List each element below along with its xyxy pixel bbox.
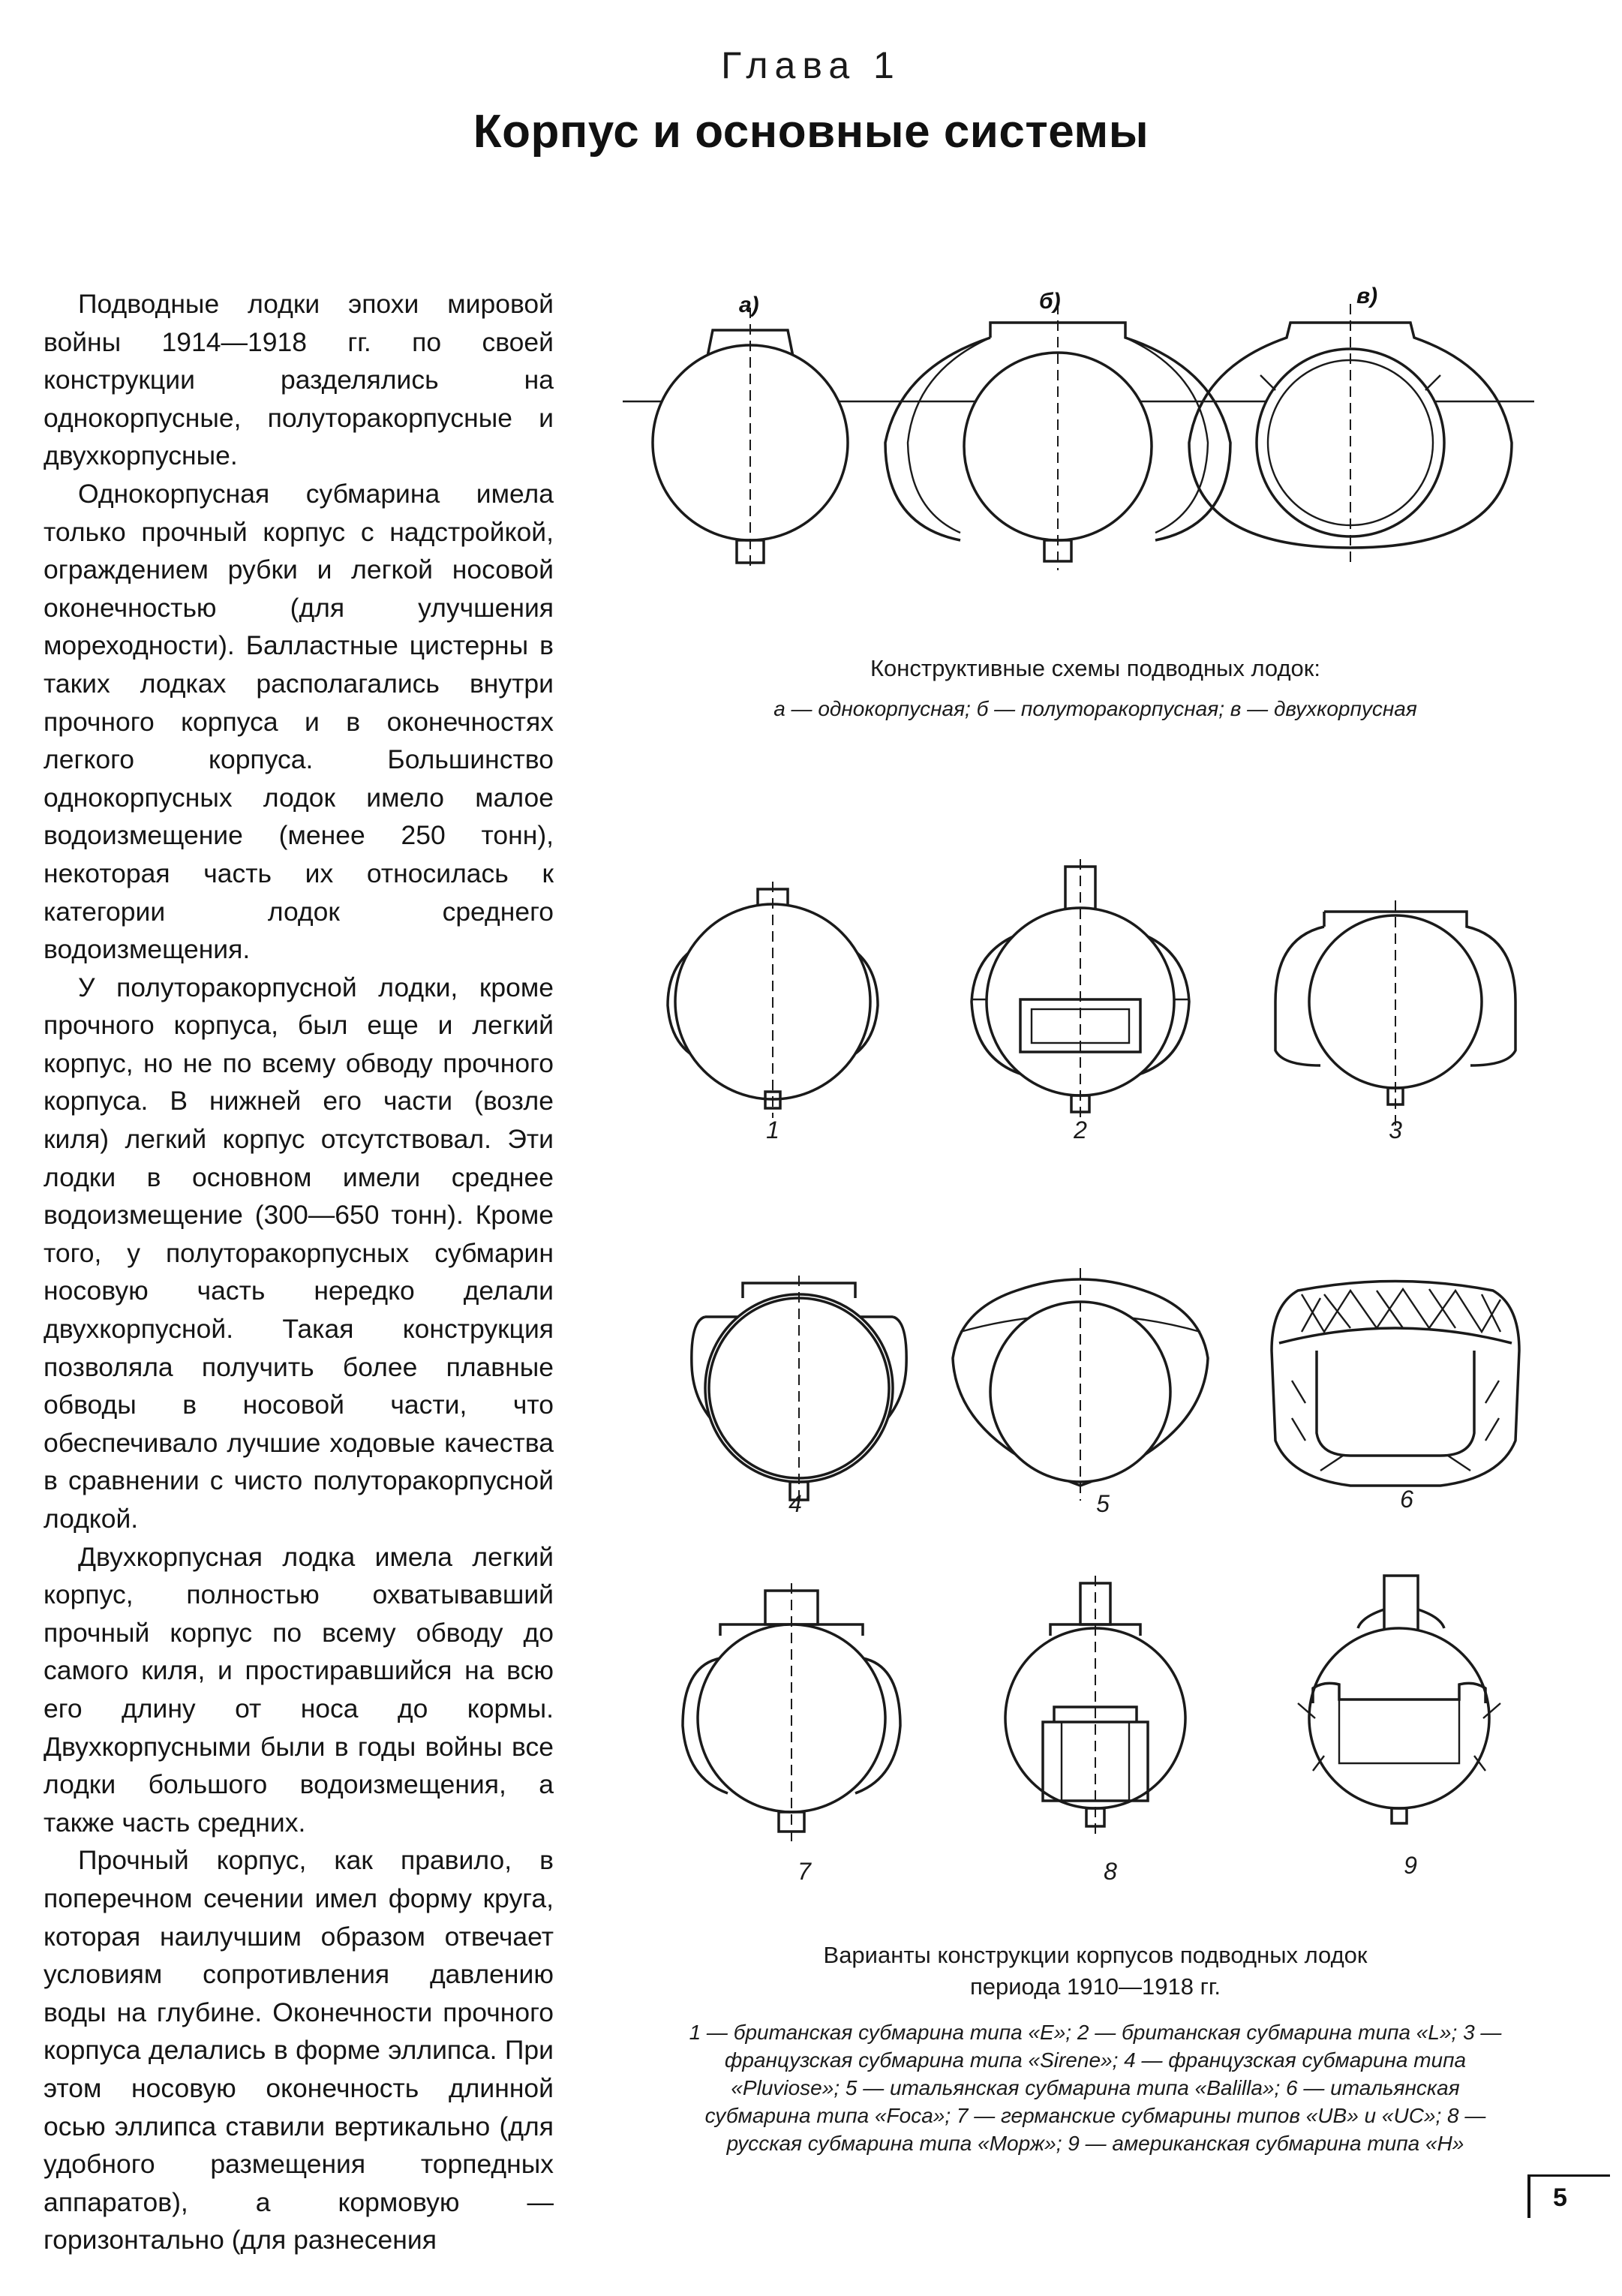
- hull-variant-9: [1298, 1576, 1500, 1823]
- scheme-label-b: б): [1039, 289, 1061, 314]
- figure-2-caption-line-1: Варианты конструкции корпусов подводных лодок: [823, 1942, 1368, 1968]
- scheme-b-half-hull: [885, 304, 1230, 570]
- hull-variant-1: [668, 882, 878, 1118]
- chapter-label: Глава 1: [721, 44, 901, 86]
- paragraph-2: Однокорпусная субмарина имела только прочный корпус с надстройкой, ограждением рубки и легкой носовой оконечностью (для улучшения мореходности). Балластные цистерны в таких лодках располагались внутри прочного корпуса и в оконечностях легкого корпуса. Большинство однокорпусных лодок имело малое водоизмещение (менее 250 тонн), некоторая часть их относилась к категории лодок среднего водоизмещения.: [44, 478, 554, 965]
- figure-1-caption: Конструктивные схемы подводных лодок:: [870, 655, 1320, 681]
- variant-number-3: 3: [1389, 1116, 1402, 1143]
- variant-number-8: 8: [1104, 1858, 1117, 1885]
- figure-1-subcaption: а — однокорпусная; б — полуторакорпусная; в — двухкорпусная: [773, 697, 1417, 720]
- page-number-bracket-top: [1527, 2174, 1610, 2177]
- hull-variant-4: [692, 1276, 906, 1508]
- variant-number-6: 6: [1400, 1486, 1413, 1513]
- scheme-a-single-hull: [653, 308, 848, 570]
- hull-variant-7: [683, 1583, 900, 1842]
- paragraph-4: Двухкорпусная лодка имела легкий корпус, полностью охватывавший прочный корпус по всему обводу до самого киля, и простиравшийся на всю его длину от носа до кормы. Двухкорпусными были в годы войны все лодки большого водоизмещения, а также часть средних.: [44, 1541, 554, 1838]
- scheme-label-a: а): [739, 293, 759, 317]
- figure-2-legend: 1 — британская субмарина типа «E»; 2 — британская субмарина типа «L»; 3 — французская субмарина типа «Sirene»; 4 — французская субмарина типа «Pluviose»; 5 — итальянская субмарина типа «Balilla»; 6 — итальянская субмарина типа «Foca»; 7 — германские субмарины типов «UB» и «UC»; 8 — русская субмарина типа «Морж»; 9 — американская субмарина типа «H»: [689, 2021, 1502, 2155]
- scheme-label-c: в): [1356, 284, 1378, 308]
- page-number-bracket: [1527, 2174, 1530, 2218]
- figure-2-caption-line-2: периода 1910—1918 гг.: [969, 1973, 1221, 2000]
- variant-number-9: 9: [1404, 1852, 1417, 1879]
- paragraph-5: Прочный корпус, как правило, в поперечном сечении имел форму круга, которая наилучшим образом отвечает условиям сопротивления давлению воды на глубине. Оконечности прочного корпуса делались в форме эллипса. При этом носовую оконечность длинной осью эллипса ставили вертикально (для удобного размещения торпедных аппаратов), а кормовую —горизонтально (для разнесения: [44, 1845, 554, 2255]
- chapter-title: Корпус и основные системы: [473, 106, 1149, 158]
- figure-1-schemes: [615, 285, 1545, 630]
- paragraph-3: У полуторакорпусной лодки, кроме прочного корпуса, был еще и легкий корпус, но не по всему обводу прочного корпуса. В нижней его части (возле киля) легкий корпус отсутствовал. Эти лодки в основном имели среднее водоизмещение (300—650 тонн). Кроме того, у полуторакорпусных субмарин носовую часть нередко делали двухкорпусной. Такая конструкция позволяла получить более плавные обводы в носовой части, что обеспечивало лучшие ходовые качества в сравнении с чисто полуторакорпусной лодкой.: [44, 972, 554, 1534]
- variant-number-5: 5: [1096, 1490, 1110, 1517]
- body-text: [44, 285, 554, 2259]
- hull-variant-6: [1272, 1282, 1519, 1486]
- hull-variant-3: [1275, 900, 1515, 1125]
- hull-variant-5: [953, 1268, 1208, 1501]
- figure-2-hull-variants: [645, 840, 1545, 1876]
- variant-number-7: 7: [797, 1858, 811, 1885]
- variant-number-4: 4: [788, 1490, 802, 1517]
- page-number: 5: [1553, 2183, 1567, 2212]
- paragraph-1: Подводные лодки эпохи мировой войны 1914—1918 гг. по своей конструкции разделялись на однокорпусные, полуторакорпусные и двухкорпусные.: [44, 289, 554, 471]
- variant-number-2: 2: [1074, 1116, 1087, 1143]
- scheme-c-double-hull: [1189, 304, 1512, 563]
- hull-variant-8: [1005, 1576, 1185, 1838]
- variant-number-1: 1: [766, 1116, 779, 1143]
- hull-variant-2: [972, 859, 1189, 1118]
